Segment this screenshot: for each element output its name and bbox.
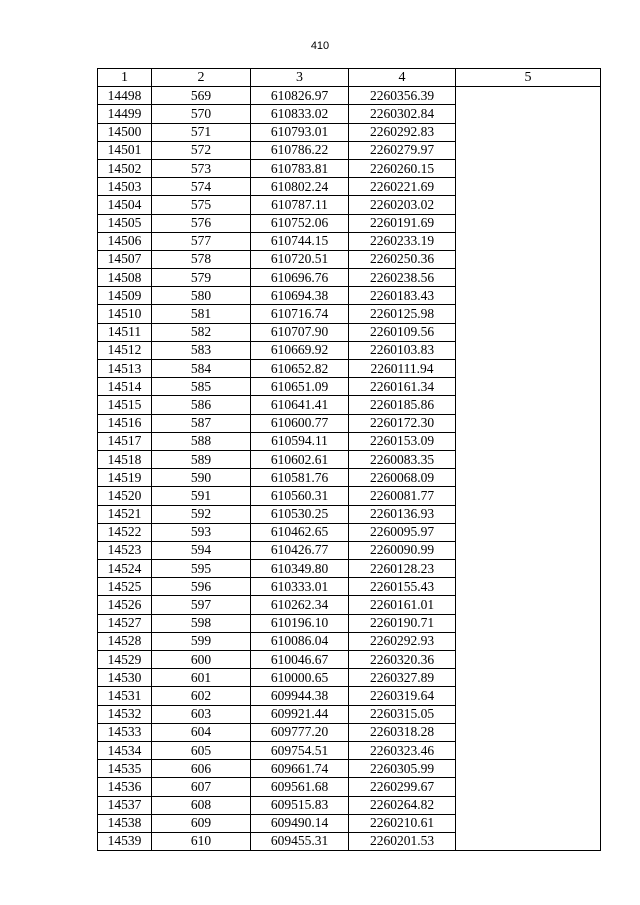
cell-col-3: 610333.01 [251,578,349,596]
cell-col-3: 610602.61 [251,450,349,468]
cell-col-3: 610793.01 [251,123,349,141]
cell-col-2: 600 [152,651,251,669]
cell-col-1: 14504 [98,196,152,214]
cell-col-1: 14512 [98,341,152,359]
cell-col-5-empty [456,87,601,851]
cell-col-2: 591 [152,487,251,505]
coordinates-table [97,68,601,851]
cell-col-1: 14539 [98,832,152,850]
cell-col-3: 610752.06 [251,214,349,232]
cell-col-4: 2260136.93 [349,505,456,523]
cell-col-3: 609490.14 [251,814,349,832]
cell-col-4: 2260320.36 [349,651,456,669]
cell-col-4: 2260260.15 [349,159,456,177]
cell-col-1: 14526 [98,596,152,614]
cell-col-4: 2260081.77 [349,487,456,505]
cell-col-1: 14537 [98,796,152,814]
cell-col-2: 571 [152,123,251,141]
cell-col-4: 2260090.99 [349,541,456,559]
cell-col-3: 610651.09 [251,378,349,396]
cell-col-1: 14513 [98,360,152,378]
cell-col-3: 610720.51 [251,250,349,268]
cell-col-3: 610530.25 [251,505,349,523]
page-number: 410 [310,40,330,52]
cell-col-2: 584 [152,360,251,378]
cell-col-3: 610086.04 [251,632,349,650]
cell-col-2: 577 [152,232,251,250]
cell-col-2: 594 [152,541,251,559]
cell-col-4: 2260095.97 [349,523,456,541]
cell-col-2: 602 [152,687,251,705]
cell-col-3: 610581.76 [251,469,349,487]
cell-col-1: 14528 [98,632,152,650]
cell-col-2: 592 [152,505,251,523]
cell-col-2: 608 [152,796,251,814]
cell-col-1: 14515 [98,396,152,414]
cell-col-4: 2260183.43 [349,287,456,305]
cell-col-3: 609754.51 [251,741,349,759]
cell-col-1: 14505 [98,214,152,232]
cell-col-3: 609561.68 [251,778,349,796]
cell-col-2: 604 [152,723,251,741]
cell-col-4: 2260327.89 [349,669,456,687]
cell-col-4: 2260128.23 [349,560,456,578]
cell-col-1: 14531 [98,687,152,705]
cell-col-3: 610786.22 [251,141,349,159]
cell-col-1: 14521 [98,505,152,523]
cell-col-1: 14533 [98,723,152,741]
cell-col-4: 2260203.02 [349,196,456,214]
cell-col-2: 581 [152,305,251,323]
cell-col-2: 593 [152,523,251,541]
cell-col-1: 14510 [98,305,152,323]
cell-col-3: 610196.10 [251,614,349,632]
cell-col-4: 2260109.56 [349,323,456,341]
cell-col-3: 610707.90 [251,323,349,341]
cell-col-4: 2260279.97 [349,141,456,159]
cell-col-2: 596 [152,578,251,596]
cell-col-2: 569 [152,87,251,105]
cell-col-1: 14516 [98,414,152,432]
cell-col-4: 2260111.94 [349,360,456,378]
cell-col-1: 14514 [98,378,152,396]
cell-col-2: 572 [152,141,251,159]
header-col-3: 3 [251,69,349,87]
cell-col-3: 610641.41 [251,396,349,414]
cell-col-2: 582 [152,323,251,341]
cell-col-4: 2260155.43 [349,578,456,596]
cell-col-2: 578 [152,250,251,268]
cell-col-3: 610694.38 [251,287,349,305]
cell-col-2: 575 [152,196,251,214]
cell-col-2: 595 [152,560,251,578]
cell-col-1: 14502 [98,159,152,177]
cell-col-2: 603 [152,705,251,723]
cell-col-4: 2260125.98 [349,305,456,323]
cell-col-3: 609455.31 [251,832,349,850]
cell-col-3: 609661.74 [251,760,349,778]
cell-col-1: 14501 [98,141,152,159]
cell-col-4: 2260356.39 [349,87,456,105]
cell-col-4: 2260318.28 [349,723,456,741]
cell-col-4: 2260185.86 [349,396,456,414]
cell-col-2: 598 [152,614,251,632]
table-header [98,69,601,87]
cell-col-4: 2260210.61 [349,814,456,832]
cell-col-3: 610000.65 [251,669,349,687]
cell-col-1: 14529 [98,651,152,669]
cell-col-2: 573 [152,159,251,177]
cell-col-3: 609515.83 [251,796,349,814]
cell-col-2: 586 [152,396,251,414]
cell-col-1: 14538 [98,814,152,832]
cell-col-1: 14503 [98,178,152,196]
cell-col-4: 2260305.99 [349,760,456,778]
cell-col-3: 610787.11 [251,196,349,214]
cell-col-4: 2260201.53 [349,832,456,850]
cell-col-1: 14522 [98,523,152,541]
cell-col-1: 14509 [98,287,152,305]
cell-col-2: 574 [152,178,251,196]
cell-col-4: 2260103.83 [349,341,456,359]
cell-col-3: 610426.77 [251,541,349,559]
cell-col-4: 2260238.56 [349,269,456,287]
cell-col-2: 601 [152,669,251,687]
cell-col-1: 14535 [98,760,152,778]
cell-col-3: 610802.24 [251,178,349,196]
cell-col-3: 610262.34 [251,596,349,614]
cell-col-4: 2260161.01 [349,596,456,614]
cell-col-3: 610833.02 [251,105,349,123]
cell-col-1: 14530 [98,669,152,687]
cell-col-2: 590 [152,469,251,487]
cell-col-3: 610600.77 [251,414,349,432]
cell-col-1: 14498 [98,87,152,105]
cell-col-3: 610716.74 [251,305,349,323]
header-col-4: 4 [349,69,456,87]
cell-col-3: 609921.44 [251,705,349,723]
cell-col-3: 610652.82 [251,360,349,378]
cell-col-2: 605 [152,741,251,759]
cell-col-1: 14506 [98,232,152,250]
cell-col-2: 607 [152,778,251,796]
cell-col-1: 14525 [98,578,152,596]
cell-col-3: 610594.11 [251,432,349,450]
cell-col-1: 14523 [98,541,152,559]
cell-col-1: 14507 [98,250,152,268]
cell-col-3: 610783.81 [251,159,349,177]
cell-col-3: 610696.76 [251,269,349,287]
cell-col-2: 606 [152,760,251,778]
cell-col-1: 14519 [98,469,152,487]
cell-col-1: 14500 [98,123,152,141]
cell-col-1: 14527 [98,614,152,632]
cell-col-4: 2260191.69 [349,214,456,232]
cell-col-3: 610669.92 [251,341,349,359]
cell-col-4: 2260190.71 [349,614,456,632]
cell-col-4: 2260161.34 [349,378,456,396]
cell-col-3: 610462.65 [251,523,349,541]
cell-col-4: 2260172.30 [349,414,456,432]
cell-col-4: 2260299.67 [349,778,456,796]
cell-col-4: 2260233.19 [349,232,456,250]
header-col-5: 5 [456,69,601,87]
cell-col-1: 14534 [98,741,152,759]
cell-col-2: 597 [152,596,251,614]
cell-col-2: 585 [152,378,251,396]
cell-col-4: 2260292.93 [349,632,456,650]
cell-col-2: 610 [152,832,251,850]
cell-col-4: 2260315.05 [349,705,456,723]
cell-col-1: 14524 [98,560,152,578]
cell-col-4: 2260250.36 [349,250,456,268]
cell-col-2: 576 [152,214,251,232]
cell-col-4: 2260292.83 [349,123,456,141]
cell-col-3: 610560.31 [251,487,349,505]
cell-col-4: 2260319.64 [349,687,456,705]
cell-col-1: 14499 [98,105,152,123]
header-col-1: 1 [98,69,152,87]
cell-col-1: 14511 [98,323,152,341]
cell-col-1: 14536 [98,778,152,796]
cell-col-3: 609777.20 [251,723,349,741]
cell-col-3: 609944.38 [251,687,349,705]
header-col-2: 2 [152,69,251,87]
cell-col-2: 587 [152,414,251,432]
cell-col-4: 2260264.82 [349,796,456,814]
table-body [98,87,601,851]
cell-col-2: 583 [152,341,251,359]
cell-col-4: 2260302.84 [349,105,456,123]
cell-col-1: 14517 [98,432,152,450]
cell-col-4: 2260323.46 [349,741,456,759]
cell-col-1: 14520 [98,487,152,505]
cell-col-3: 610826.97 [251,87,349,105]
cell-col-4: 2260221.69 [349,178,456,196]
cell-col-2: 588 [152,432,251,450]
cell-col-2: 570 [152,105,251,123]
cell-col-2: 589 [152,450,251,468]
header-row [98,69,601,87]
cell-col-4: 2260068.09 [349,469,456,487]
cell-col-3: 610744.15 [251,232,349,250]
cell-col-2: 579 [152,269,251,287]
cell-col-2: 609 [152,814,251,832]
cell-col-2: 599 [152,632,251,650]
cell-col-1: 14518 [98,450,152,468]
table-row [98,87,601,105]
cell-col-2: 580 [152,287,251,305]
cell-col-3: 610349.80 [251,560,349,578]
cell-col-4: 2260153.09 [349,432,456,450]
cell-col-1: 14508 [98,269,152,287]
cell-col-4: 2260083.35 [349,450,456,468]
cell-col-1: 14532 [98,705,152,723]
cell-col-3: 610046.67 [251,651,349,669]
